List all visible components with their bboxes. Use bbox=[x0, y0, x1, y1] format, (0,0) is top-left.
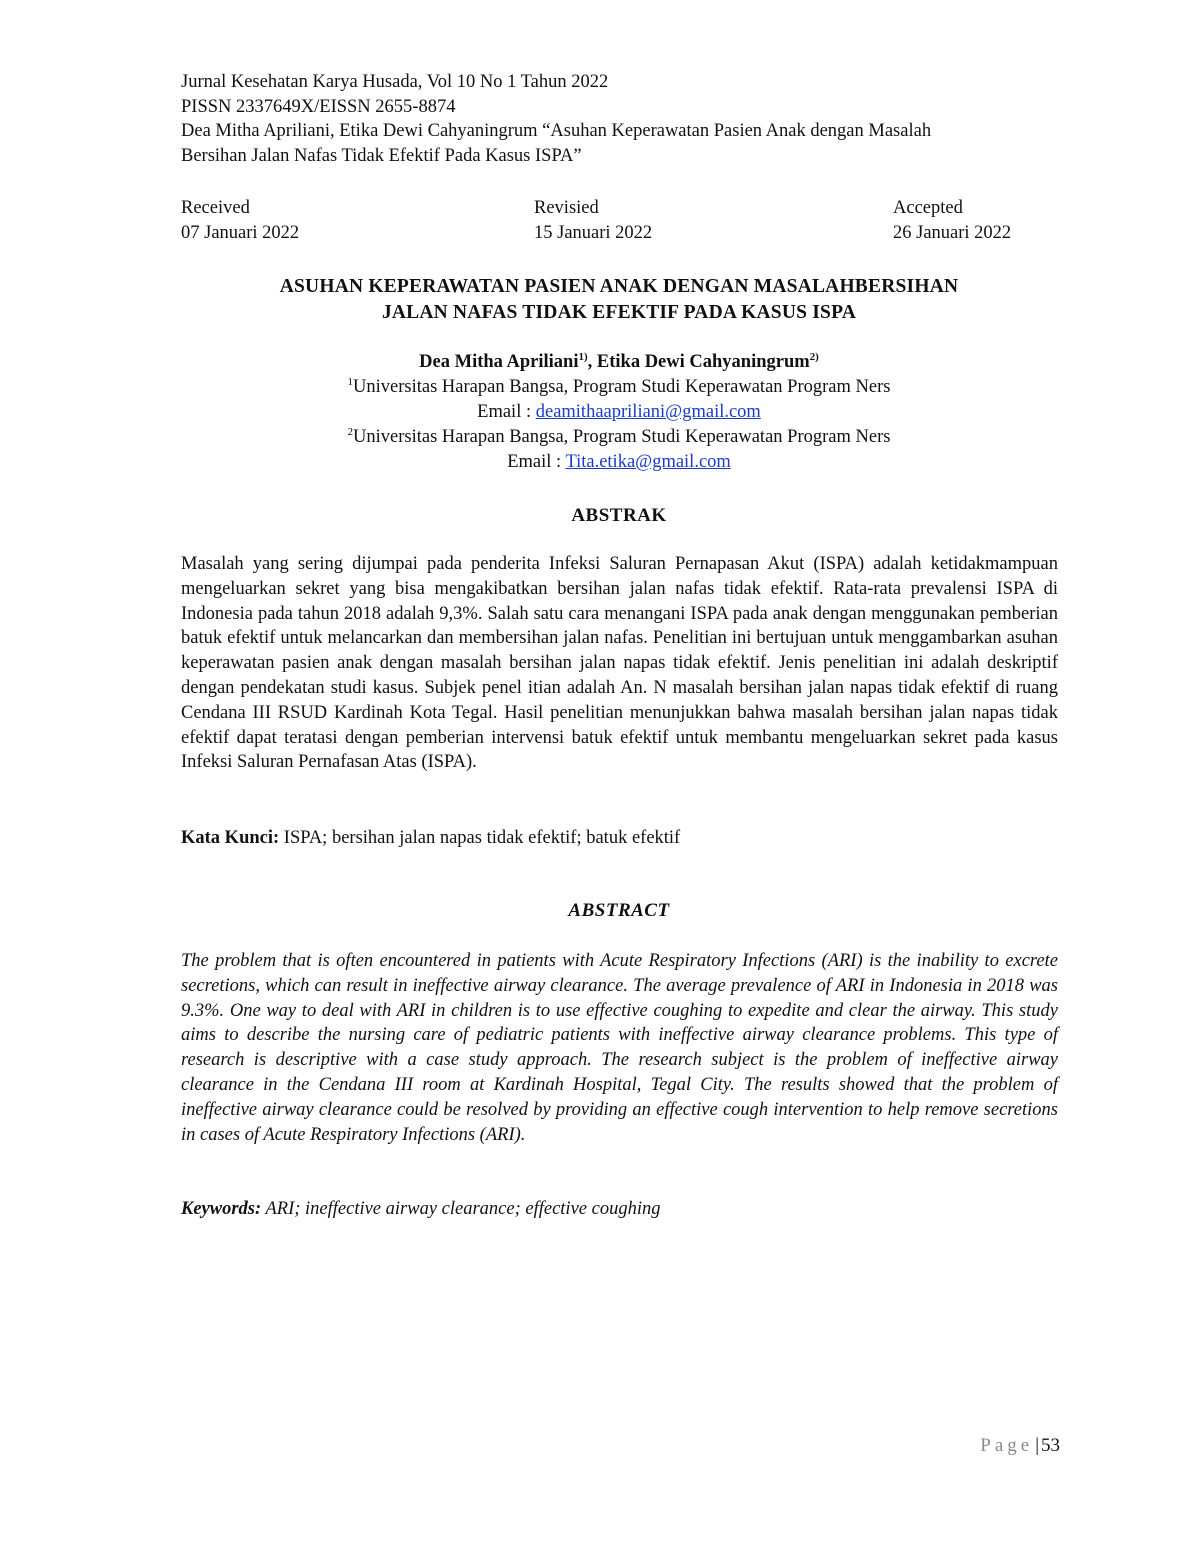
author-names bbox=[150, 350, 1088, 375]
email-1-link[interactable]: deamithaapriliani@gmail.com bbox=[535, 402, 761, 422]
revised-date bbox=[534, 196, 652, 245]
page-number: 53 bbox=[1041, 1435, 1060, 1456]
abstract-body: The problem that is often encountered in patients with Acute Respiratory Infections (ARI) is the inability to excrete secretions, which can result in ineffective airway clearance. The average prevalence of ARI in Indonesia in 2018 was 9.3%. One way to deal with ARI in children is to use effective coughing to expedite and clear the airway. This study aims to describe the nursing care of pediatric patients with ineffective airway clearance problems. This type of research is descriptive with a case study approach. The research subject is the problem of ineffective airway clearance in the Cendana III room at Kardinah Hospital, Tegal City. The results showed that the problem of ineffective airway clearance could be resolved by providing an effective cough intervention to help remove secretions in cases of Acute Respiratory Infections (ARI). bbox=[181, 951, 1058, 1145]
abstrak-body: Masalah yang sering dijumpai pada penderita Infeksi Saluran Pernapasan Akut (ISPA) adalah ketidakmampuan mengeluarkan sekret yang bisa mengakibatkan bersihan jalan nafas tidak efektif. Rata-rata prevalensi ISPA di Indonesia pada tahun 2018 adalah 9,3%. Salah satu cara menangani ISPA pada anak dengan menggunakan pemberian batuk efektif untuk melancarkan dan membersihan jalan nafas. Penelitian ini bertujuan untuk menggambarkan asuhan keperawatan pasien anak dengan masalah bersihan jalan napas tidak efektif. Jenis penelitian ini adalah deskriptif dengan pendekatan studi kasus. Subjek penel itian adalah An. N masalah bersihan jalan napas tidak efektif di ruang Cendana III RSUD Kardinah Kota Tegal. Hasil penelitian menunjukkan bahwa masalah bersihan jalan napas tidak efektif dapat teratasi dengan pemberian intervensi batuk efektif untuk membantu mengeluarkan sekret pada kasus Infeksi Saluran Pernafasan Atas (ISPA). bbox=[181, 554, 1058, 773]
kata-kunci-label: Kata Kunci: bbox=[181, 828, 280, 848]
abstrak-heading: ABSTRAK bbox=[571, 505, 667, 526]
running-header bbox=[181, 70, 1061, 168]
author-block bbox=[150, 350, 1088, 475]
email-2-label: Email : bbox=[507, 452, 566, 472]
submission-dates bbox=[181, 196, 1061, 248]
page-footer bbox=[980, 1435, 1060, 1457]
kata-kunci bbox=[181, 826, 1058, 850]
email-1-label: Email : bbox=[477, 402, 536, 422]
affiliation-2-text: Universitas Harapan Bangsa, Program Studi Keperawatan Program Ners bbox=[353, 427, 891, 447]
paper-title bbox=[150, 274, 1088, 326]
affiliation-1-text: Universitas Harapan Bangsa, Program Studi Keperawatan Program Ners bbox=[353, 377, 891, 397]
email-1-line bbox=[150, 400, 1088, 425]
citation-line-2: Bersihan Jalan Nafas Tidak Efektif Pada Kasus ISPA” bbox=[181, 145, 582, 166]
issn-line: PISSN 2337649X/EISSN 2655-8874 bbox=[181, 96, 456, 117]
accepted-value: 26 Januari 2022 bbox=[893, 222, 1012, 243]
kata-kunci-text: ISPA; bersihan jalan napas tidak efektif; batuk efektif bbox=[279, 828, 681, 848]
title-line-2: JALAN NAFAS TIDAK EFEKTIF PADA KASUS ISPA bbox=[381, 302, 857, 323]
received-label: Received bbox=[181, 198, 250, 218]
keywords bbox=[181, 1197, 1058, 1221]
author-1-name: Dea Mitha Apriliani bbox=[419, 352, 579, 372]
citation-line-1: Dea Mitha Apriliani, Etika Dewi Cahyaningrum “Asuhan Keperawatan Pasien Anak dengan Masalah bbox=[181, 121, 932, 141]
accepted-label: Accepted bbox=[893, 198, 963, 218]
author-2-sup: 2) bbox=[809, 350, 819, 363]
keywords-text: ARI; ineffective airway clearance; effective coughing bbox=[261, 1199, 661, 1219]
affiliation-1 bbox=[150, 375, 1088, 400]
journal-name: Jurnal Kesehatan Karya Husada, Vol 10 No 1 Tahun 2022 bbox=[181, 72, 609, 92]
received-date bbox=[181, 196, 299, 245]
received-value: 07 Januari 2022 bbox=[181, 222, 300, 243]
page-word: Page bbox=[980, 1435, 1034, 1456]
revised-value: 15 Januari 2022 bbox=[534, 222, 653, 243]
affiliation-2 bbox=[150, 425, 1088, 450]
affiliation-2-sup: 2 bbox=[347, 425, 354, 438]
abstract-heading: ABSTRACT bbox=[568, 900, 670, 921]
affiliation-1-sup: 1 bbox=[347, 375, 354, 388]
author-separator: , bbox=[587, 352, 597, 372]
author-2-name: Etika Dewi Cahyaningrum bbox=[596, 352, 810, 372]
title-line-1: ASUHAN KEPERAWATAN PASIEN ANAK DENGAN MASALAHBERSIHAN bbox=[279, 276, 959, 297]
accepted-date bbox=[893, 196, 1011, 245]
email-2-line bbox=[150, 450, 1088, 475]
page-separator: | bbox=[1035, 1435, 1039, 1456]
revised-label: Revisied bbox=[534, 198, 599, 218]
author-1-sup: 1) bbox=[578, 350, 588, 363]
keywords-label: Keywords: bbox=[181, 1199, 262, 1219]
email-2-link[interactable]: Tita.etika@gmail.com bbox=[565, 452, 731, 472]
